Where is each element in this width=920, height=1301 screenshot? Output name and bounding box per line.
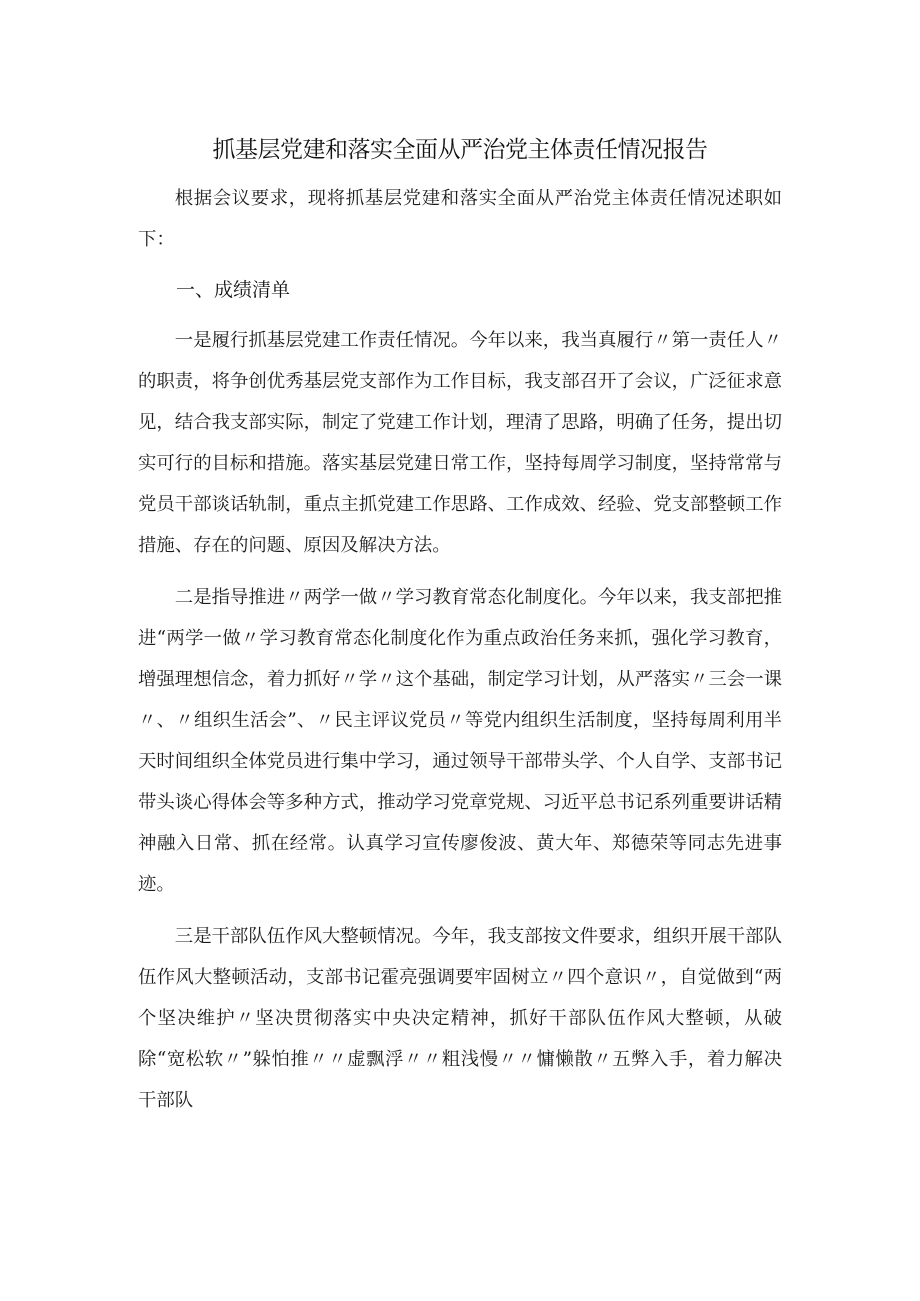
spacer bbox=[138, 566, 782, 577]
paragraph-1: 一是履行抓基层党建工作责任情况。今年以来，我当真履行〃第一责任人〃的职责，将争创优秀基层党支部作为工作目标，我支部召开了会议，广泛征求意见，结合我支部实际，制定了党建工作计划，理清了思路，明确了任务，提出切实可行的目标和措施。落实基层党建日常工作，坚持每周学习制度，坚持常常与党员干部谈话轨制，重点主抓党建工作思路、工作成效、经验、党支部整顿工作措施、存在的问题、原因及解决方法。 bbox=[138, 330, 782, 556]
spacer bbox=[138, 905, 782, 916]
document-title: 抓基层党建和落实全面从严治党主体责任情况报告 bbox=[212, 137, 708, 163]
document-body bbox=[138, 178, 782, 1121]
spacer bbox=[138, 310, 782, 320]
paragraph-3: 三是干部队伍作风大整顿情况。今年，我支部按文件要求，组织开展干部队伍作风大整顿活动，支部书记霍亮强调要牢固树立〃四个意识〃，自觉做到“两个坚决维护〃坚决贯彻落实中央决定精神，抓好干部队伍作风大整顿，从破除“宽松软〃”躲怕推〃〃虚飘浮〃〃粗浅慢〃〃慵懒散〃五弊入手，着力解决干部队 bbox=[138, 926, 782, 1111]
intro-paragraph: 根据会议要求，现将抓基层党建和落实全面从严治党主体责任情况述职如下： bbox=[138, 188, 782, 250]
section-heading: 一、成绩清单 bbox=[176, 279, 291, 301]
paragraph-2: 二是指导推进〃两学一做〃学习教育常态化制度化。今年以来，我支部把推进“两学一做〃学习教育常态化制度化作为重点政治任务来抓，强化学习教育，增强理想信念，着力抓好〃学〃这个基础，制定学习计划，从严落实〃三会一课〃、〃组织生活会”、〃民主评议党员〃等党内组织生活制度，坚持每周利用半天时间组织全体党员进行集中学习，通过领导干部带头学、个人自学、支部书记带头谈心得体会等多种方式，推动学习党章党规、习近平总书记系列重要讲话精神融入日常、抓在经常。认真学习宣传廖俊波、黄大年、郑德荣等同志先进事迹。 bbox=[138, 587, 782, 895]
spacer bbox=[138, 260, 782, 270]
